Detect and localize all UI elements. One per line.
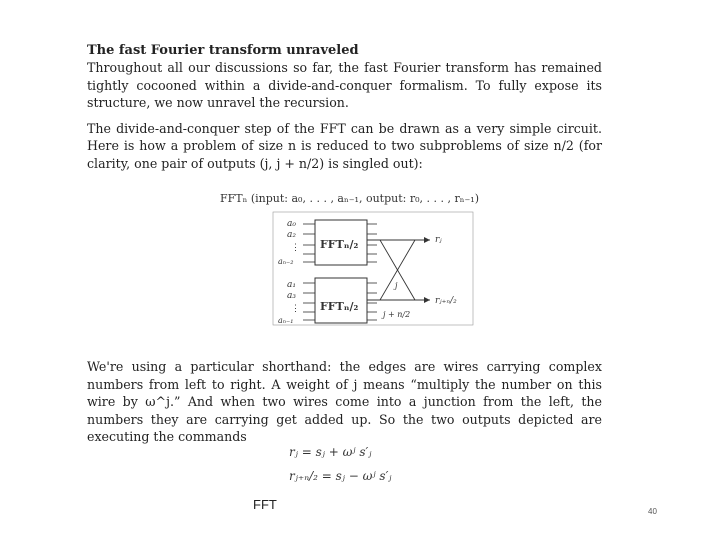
equations-block <box>285 440 415 490</box>
input-an-2: aₙ₋₂ <box>278 257 294 266</box>
weight-j-label: j <box>395 281 398 290</box>
fft-box-bottom-label: FFTₙ/₂ <box>320 300 359 313</box>
paragraph-1: Throughout all our discussions so far, the fast Fourier transform has remained tightly cocooned within a divide-and-conquer formalism. To fully expose its structure, we now unravel the recursion. <box>87 60 602 110</box>
input-a0: a₀ <box>287 219 296 229</box>
footer-label: FFT <box>253 497 277 512</box>
input-dots-bottom: ⋮ <box>291 304 300 314</box>
output-rj-plus: rⱼ₊ₙ/₂ <box>435 296 457 306</box>
diagram-caption: FFTₙ (input: a₀, . . . , aₙ₋₁, output: r₀, . . . , rₙ₋₁) <box>220 192 479 205</box>
fft-box-top-label: FFTₙ/₂ <box>320 238 359 251</box>
output-rj: rⱼ <box>435 235 442 245</box>
input-dots-top: ⋮ <box>291 243 300 253</box>
output-stubs <box>367 224 377 320</box>
document-page <box>87 42 602 180</box>
fft-butterfly-diagram <box>215 190 505 330</box>
equations-svg <box>285 440 415 490</box>
butterfly-arrowheads <box>424 237 430 303</box>
equation-2: rⱼ₊ₙ/₂ = sⱼ − ωʲ s′ⱼ <box>289 469 392 483</box>
section-heading: The fast Fourier transform unraveled <box>87 43 359 58</box>
input-a2: a₂ <box>287 230 296 240</box>
paragraph-3: We're using a particular shorthand: the edges are wires carrying complex numbers from left to right. A weight of j means “multiply the number on this wire by ω^j.” And when two wires come into a junction from the left, the numbers they are carrying get added up. So the two outputs depicted are executing the commands <box>87 359 602 444</box>
input-a3: a₃ <box>287 291 296 301</box>
page-number: 40 <box>648 507 657 516</box>
weight-j-plus-label: j + n/2 <box>383 310 411 319</box>
input-wires <box>303 224 315 320</box>
input-an-1: aₙ₋₁ <box>278 316 294 325</box>
input-a1: a₁ <box>287 280 296 290</box>
diagram-frame <box>273 212 473 325</box>
butterfly-wires <box>367 240 430 300</box>
fft-diagram-svg <box>215 190 505 330</box>
paragraph-2: The divide-and-conquer step of the FFT can be drawn as a very simple circuit. Here is how a problem of size n is reduced to two subproblems of size n/2 (for clarity, one pair of outputs (j, j + n/2) is singled out): <box>87 120 602 171</box>
equation-1: rⱼ = sⱼ + ωʲ s′ⱼ <box>289 445 372 459</box>
